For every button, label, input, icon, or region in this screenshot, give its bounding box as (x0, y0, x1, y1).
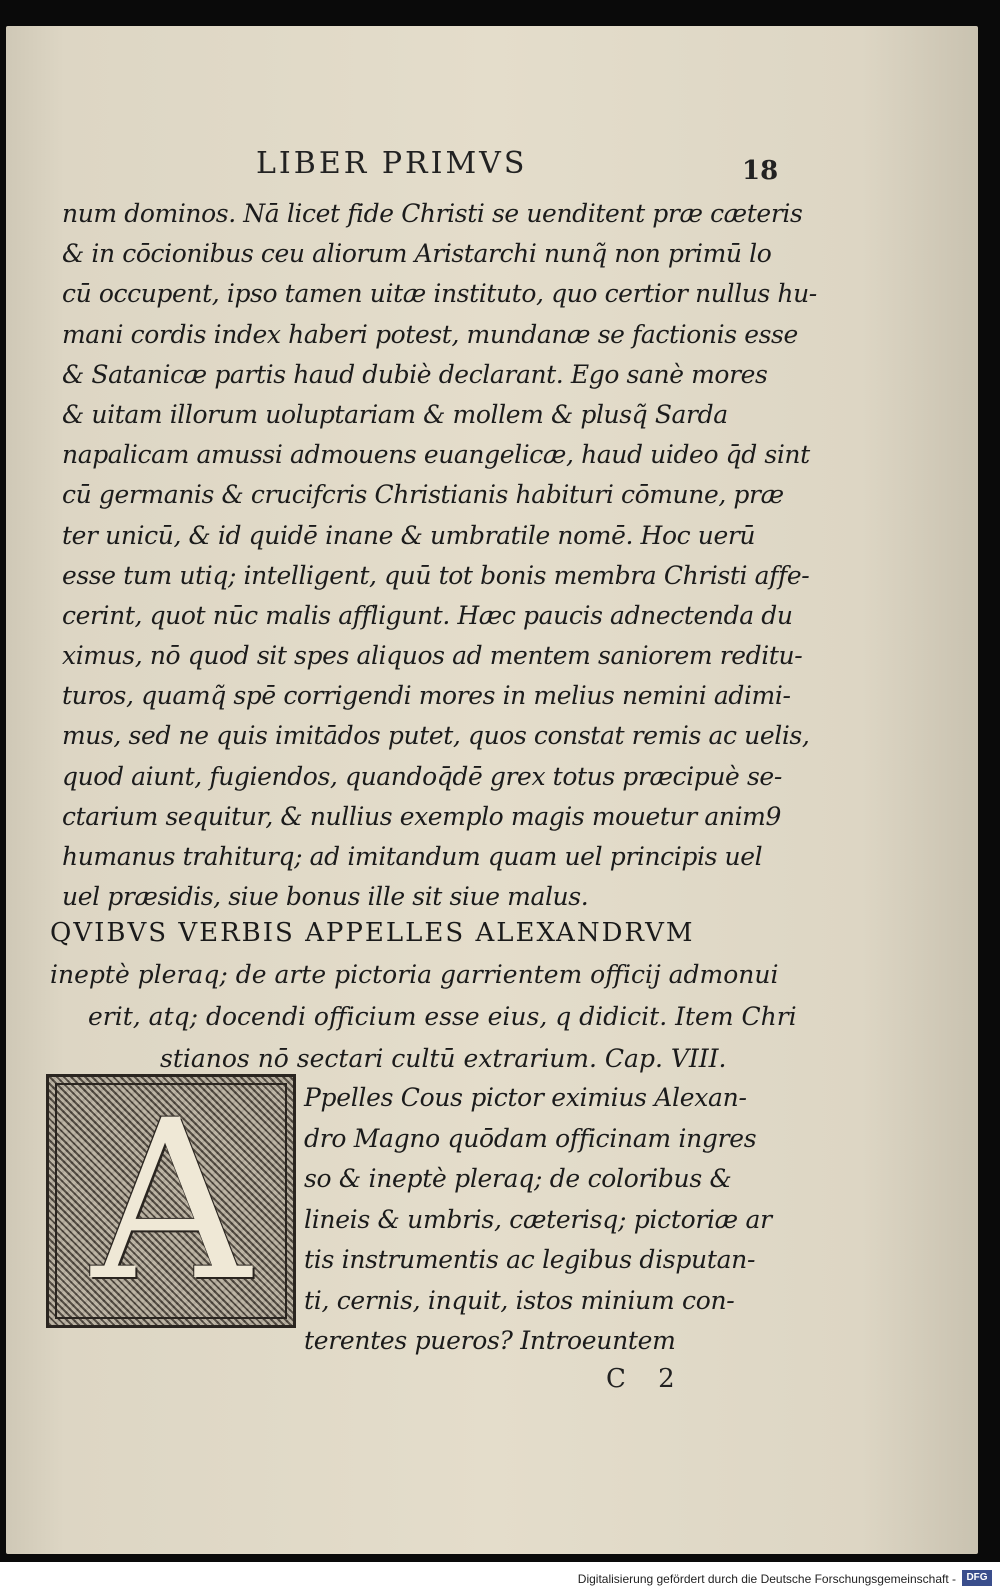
main-paragraph (62, 194, 817, 917)
text-line: ter unicū, & id quidē inane & umbratile nomē. Hoc uerū (62, 520, 756, 550)
text-line: cū germanis & crucifcris Christianis habituri cōmune, præ (62, 480, 784, 510)
text-line: ximus, nō quod sit spes aliquos ad mentem saniorem reditu- (62, 641, 803, 671)
chapter-heading-caps: QVIBVS VERBIS APPELLES ALEXANDRVM (50, 918, 695, 948)
text-line: dro Magno quōdam officinam ingres (304, 1123, 757, 1153)
running-head: LIBER PRIMVS (256, 146, 528, 181)
text-line: cū occupent, ipso tamen uitæ instituto, quo certior nullus hu- (62, 279, 817, 309)
opening-paragraph (304, 1078, 784, 1362)
text-line: so & ineptè pleraq; de coloribus & (304, 1164, 732, 1193)
text-line: uel præsidis, siue bonus ille sit siue malus. (62, 882, 589, 912)
footer-credit: Digitalisierung gefördert durch die Deutsche Forschungsgemeinschaft - (577, 1572, 956, 1586)
initial-letter: A (91, 1073, 251, 1329)
chapter-heading (50, 912, 797, 1080)
text-line: quod aiunt, fugiendos, quandoq̄dē grex totus præcipuè se- (62, 761, 782, 791)
text-line: cerint, quot nūc malis affligunt. Hæc paucis adnectenda du (62, 600, 793, 630)
text-line: ctarium sequitur, & nullius exemplo magis mouetur anim9 (62, 801, 781, 831)
text-line: esse tum utiq; intelligent, quū tot bonis membra Christi affe- (62, 560, 810, 590)
folio-number: 18 (742, 156, 779, 186)
text-line: ti, cernis, inquit, istos minium con- (304, 1285, 735, 1315)
text-line: num dominos. Nā licet fide Christi se uenditent præ cæteris (62, 199, 803, 228)
signature-mark: C 2 (606, 1364, 687, 1394)
decorated-initial (46, 1074, 296, 1328)
chapter-heading-line: stianos nō sectari cultū extrarium. Cap. VIII. (160, 1044, 727, 1073)
chapter-heading-line: ineptè pleraq; de arte pictoria garrientem officij admonui (50, 960, 779, 989)
text-line: tis instrumentis ac legibus disputan- (304, 1245, 756, 1274)
text-line: mani cordis index haberi potest, mundanæ se factionis esse (62, 319, 798, 349)
text-line: turos, quamq̃ spē corrigendi mores in melius nemini adimi- (62, 681, 791, 711)
text-line: lineis & umbris, cæterisq; pictoriæ ar (304, 1204, 772, 1234)
text-line: & Satanicæ partis haud dubiè declarant. Ego sanè mores (62, 359, 768, 389)
text-line: & uitam illorum uoluptariam & mollem & plusq̃ Sarda (62, 399, 728, 429)
chapter-heading-line: erit, atq; docendi officium esse eius, q didicit. Item Chri (88, 1002, 797, 1031)
text-line: humanus trahiturq; ad imitandum quam uel principis uel (62, 842, 763, 871)
text-line: napalicam amussi admouens euangelicæ, haud uideo q̄d sint (62, 440, 810, 470)
text-line: mus, sed ne quis imitādos putet, quos constat remis ac uelis, (62, 721, 810, 751)
text-line: Ppelles Cous pictor eximius Alexan- (304, 1083, 747, 1112)
dfg-logo[interactable]: DFG (962, 1570, 992, 1586)
text-line: & in cōcionibus ceu aliorum Aristarchi nunq̃ non primū lo (62, 239, 772, 269)
text-line: terentes pueros? Introeuntem (304, 1326, 676, 1355)
book-page (6, 26, 978, 1554)
footer-bar (0, 1562, 1000, 1596)
